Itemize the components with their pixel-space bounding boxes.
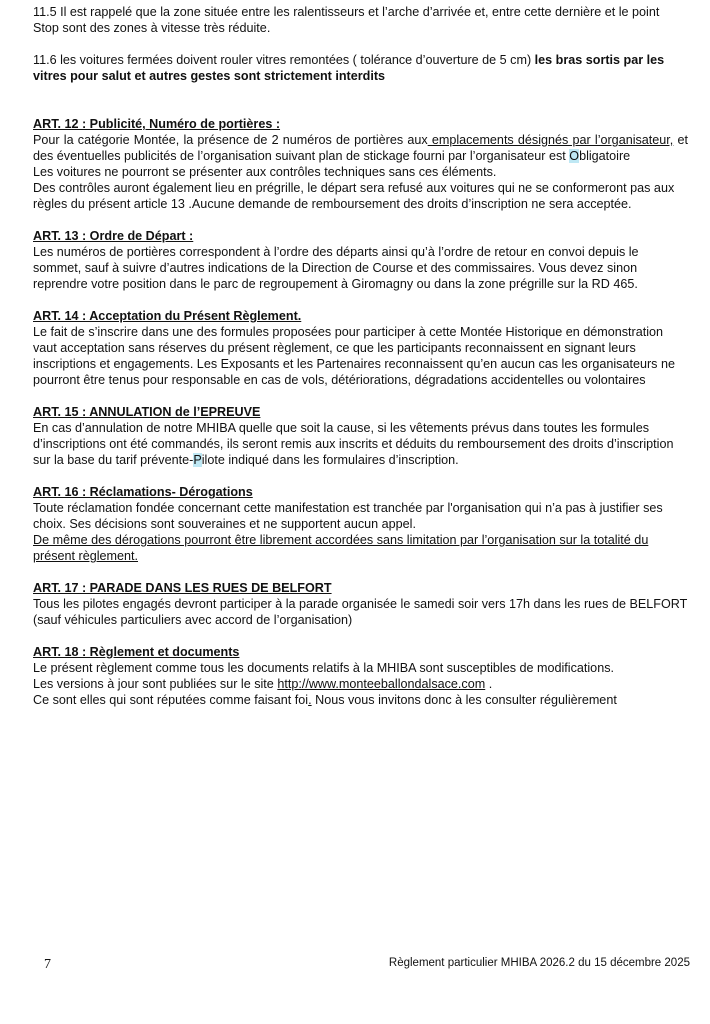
paragraph-11-6-bold: les bras sortis par les vitres pour salut et autres gestes sont strictement interdits [33, 53, 665, 83]
article-18-line-3-dot: . [308, 693, 312, 707]
article-12-line-3: Des contrôles auront également lieu en prégrille, le départ sera refusé aux voitures qui ne se conformeront pas aux règles du présent article 13 .Aucune demande de remboursement des droits d’inscription ne sera acceptée. [33, 181, 675, 211]
article-14-heading: ART. 14 : Acceptation du Présent Règlement. [33, 309, 302, 323]
article-12 [33, 116, 688, 212]
article-17-heading: ART. 17 : PARADE DANS LES RUES DE BELFORT [33, 581, 332, 595]
article-18 [33, 644, 688, 708]
paragraph-11-5: 11.5 Il est rappelé que la zone située entre les ralentisseurs et l’arche d’arrivée et, entre cette dernière et le point Stop sont des zones à vitesse très réduite. [33, 5, 660, 35]
article-17 [33, 580, 688, 628]
article-15 [33, 404, 688, 468]
article-18-line-2-text: Les versions à jour sont publiées sur le site [33, 677, 278, 691]
article-15-heading: ART. 15 : ANNULATION de l’EPREUVE [33, 405, 261, 419]
article-16 [33, 484, 688, 564]
paragraph-11-6 [33, 52, 688, 84]
article-12-highlight: O [569, 149, 580, 163]
footer-reference: Règlement particulier MHIBA 2026.2 du 15 décembre 2025 [388, 957, 690, 969]
document-body [33, 4, 688, 708]
article-18-line-1: Le présent règlement comme tous les documents relatifs à la MHIBA sont susceptibles de modifications. [33, 661, 614, 675]
article-13-heading: ART. 13 : Ordre de Départ : [33, 229, 194, 243]
article-15-text-b: ilote indiqué dans les formulaires d’inscription. [201, 453, 459, 467]
article-12-text-a: Pour la catégorie Montée, la présence de 2 numéros de portières aux [33, 133, 428, 147]
article-18-line-2 [33, 676, 688, 692]
website-link[interactable]: http://www.monteeballondalsace.com [277, 677, 486, 691]
page-number: 7 [44, 957, 51, 972]
article-15-text [33, 420, 688, 468]
article-18-line-3-text: Ce sont elles qui sont réputées comme faisant foi [33, 693, 309, 707]
article-13-text: Les numéros de portières correspondent à l’ordre des départs ainsi qu’à l’ordre de retour en convoi depuis le sommet, sauf à suivre d’autres indications de la Direction de Course et des commissaires. Vous devez sinon reprendre votre position dans le parc de regroupement à Giromagny ou dans la zone prégrille sur la RD 465. [33, 245, 639, 291]
article-16-heading: ART. 16 : Réclamations- Dérogations [33, 485, 253, 499]
article-17-text: Tous les pilotes engagés devront participer à la parade organisée le samedi soir vers 17h dans les rues de BELFORT (sauf véhicules particuliers avec accord de l’organisation) [33, 597, 688, 627]
article-12-text-b: et des éventuelles publicités de l’organisation suivant plan de stickage fourni par l’organisateur est [33, 133, 688, 163]
article-18-line-3-rest: Nous vous invitons donc à les consulter régulièrement [311, 693, 617, 707]
article-15-text-a: En cas d’annulation de notre MHIBA quelle que soit la cause, si les vêtements prévus dans toutes les formules d’inscriptions ont été commandés, ils seront remis aux inscrits et déduits du remboursement des droits d’inscription sur la base du tarif prévente- [33, 421, 674, 467]
article-12-text-c: bligatoire [579, 149, 631, 163]
paragraph-11-6-text: 11.6 les voitures fermées doivent rouler vitres remontées ( tolérance d’ouverture de 5 cm) [33, 53, 535, 67]
article-13 [33, 228, 688, 292]
article-12-heading: ART. 12 : Publicité, Numéro de portières : [33, 117, 281, 131]
article-18-line-3 [33, 692, 688, 708]
article-14 [33, 308, 688, 388]
article-14-text: Le fait de s’inscrire dans une des formules proposées pour participer à cette Montée Historique en démonstration vaut acceptation sans réserves du présent règlement, ce que les participants reconnaissent en signant leurs inscriptions et engagements. Les Exposants et les Partenaires reconnaissent qu’en aucun cas les organisateurs ne pourront être tenus pour responsable en cas de vols, détériorations, dégradations accidentelles ou volontaires [33, 325, 675, 387]
article-18-line-2-end: . [485, 677, 493, 691]
article-12-text [33, 132, 688, 164]
article-12-underline: emplacements désignés par l’organisateur, [427, 133, 674, 147]
article-16-text: Toute réclamation fondée concernant cette manifestation est tranchée par l'organisation qui n’a pas à justifier ses choix. Ses décisions sont souveraines et ne supportent aucun appel. [33, 501, 663, 531]
article-16-underline: De même des dérogations pourront être librement accordées sans limitation par l’organisation sur la totalité du présent règlement. [33, 533, 649, 563]
article-12-line-2: Les voitures ne pourront se présenter aux contrôles techniques sans ces éléments. [33, 165, 497, 179]
article-15-highlight: P [193, 453, 202, 467]
article-18-heading: ART. 18 : Règlement et documents [33, 645, 240, 659]
